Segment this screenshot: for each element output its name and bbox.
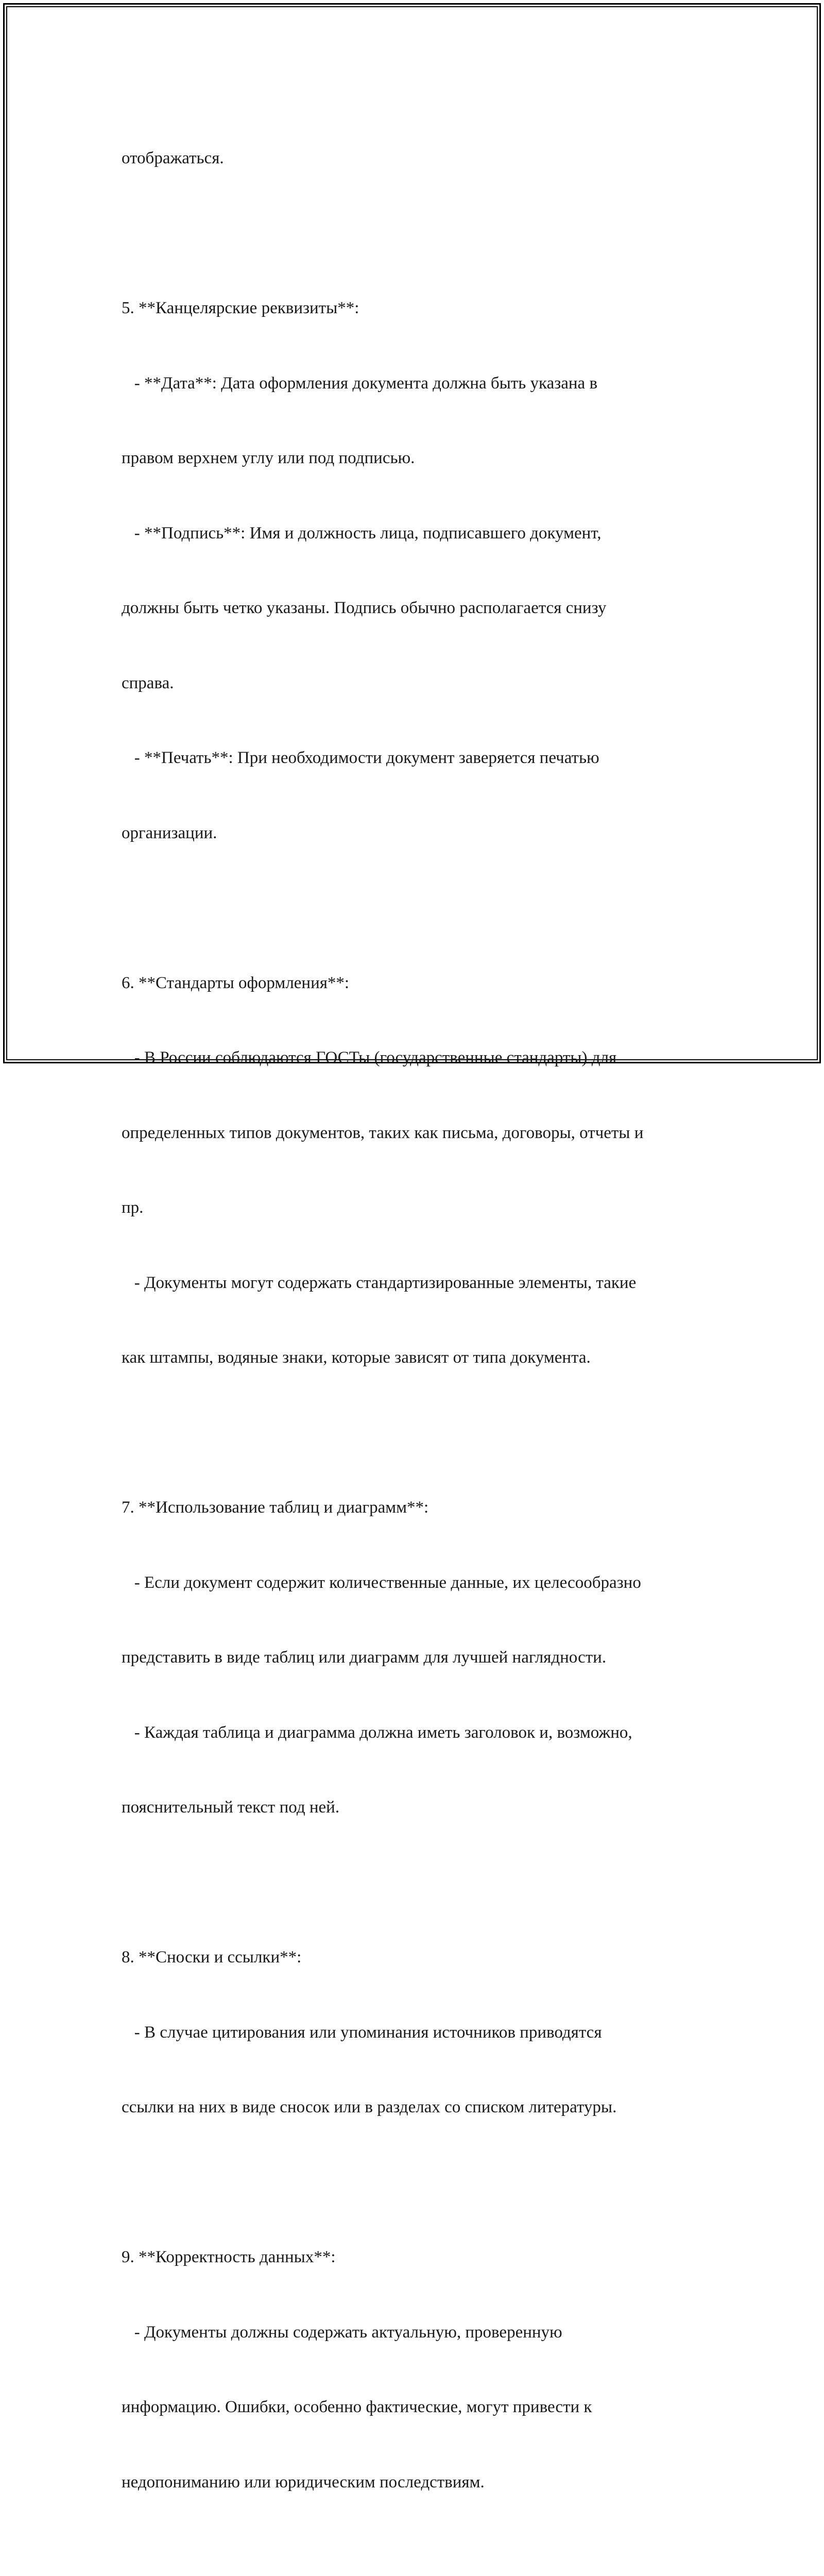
section-heading: 9. **Корректность данных**: — [122, 2248, 336, 2266]
text-line: правом верхнем углу или под подписью. — [122, 449, 415, 467]
section-heading: 7. **Использование таблиц и диаграмм**: — [122, 1498, 429, 1517]
blank-line — [122, 2545, 714, 2570]
blank-line — [122, 1420, 714, 1446]
text-line: - В случае цитирования или упоминания источников приводятся — [122, 2023, 602, 2042]
text-line: - **Печать**: При необходимости документ заверяется печатью — [122, 749, 599, 767]
text-line: определенных типов документов, таких как письма, договоры, отчеты и — [122, 1123, 644, 1142]
blank-line — [122, 1870, 714, 1895]
text-line: справа. — [122, 673, 174, 692]
text-line: недопониманию или юридическим последствиям. — [122, 2472, 485, 2492]
section-heading: 6. **Стандарты оформления**: — [122, 973, 350, 992]
text-line: ссылки на них в виде сносок или в разделах со списком литературы. — [122, 2098, 617, 2116]
text-line: - Документы должны содержать актуальную, проверенную — [122, 2323, 562, 2342]
document-body — [122, 96, 714, 2576]
text-line: должны быть четко указаны. Подпись обычно располагается снизу — [122, 599, 607, 617]
blank-line — [122, 2170, 714, 2195]
text-line: - **Подпись**: Имя и должность лица, подписавшего документ, — [122, 523, 602, 543]
text-line: пр. — [122, 1198, 144, 1217]
blank-line — [122, 221, 714, 246]
text-line: - В России соблюдаются ГОСТы (государственные стандарты) для — [122, 1048, 617, 1067]
text-line: информацию. Ошибки, особенно фактические, могут привести к — [122, 2398, 592, 2416]
text-line: - Документы могут содержать стандартизированные элементы, такие — [122, 1273, 637, 1292]
text-line: пояснительный текст под ней. — [122, 1798, 340, 1817]
section-heading: 5. **Канцелярские реквизиты**: — [122, 299, 359, 317]
text-line: отображаться. — [122, 149, 224, 167]
text-line: - **Дата**: Дата оформления документа должна быть указана в — [122, 374, 598, 393]
section-heading: 8. **Сноски и ссылки**: — [122, 1948, 302, 1967]
text-line: - Если документ содержит количественные данные, их целесообразно — [122, 1573, 641, 1592]
text-line: - Каждая таблица и диаграмма должна иметь заголовок и, возможно, — [122, 1723, 632, 1742]
text-line: как штампы, водяные знаки, которые зависят от типа документа. — [122, 1348, 591, 1367]
text-line: организации. — [122, 823, 217, 842]
blank-line — [122, 895, 714, 921]
text-line: представить в виде таблиц или диаграмм для лучшей наглядности. — [122, 1648, 607, 1667]
